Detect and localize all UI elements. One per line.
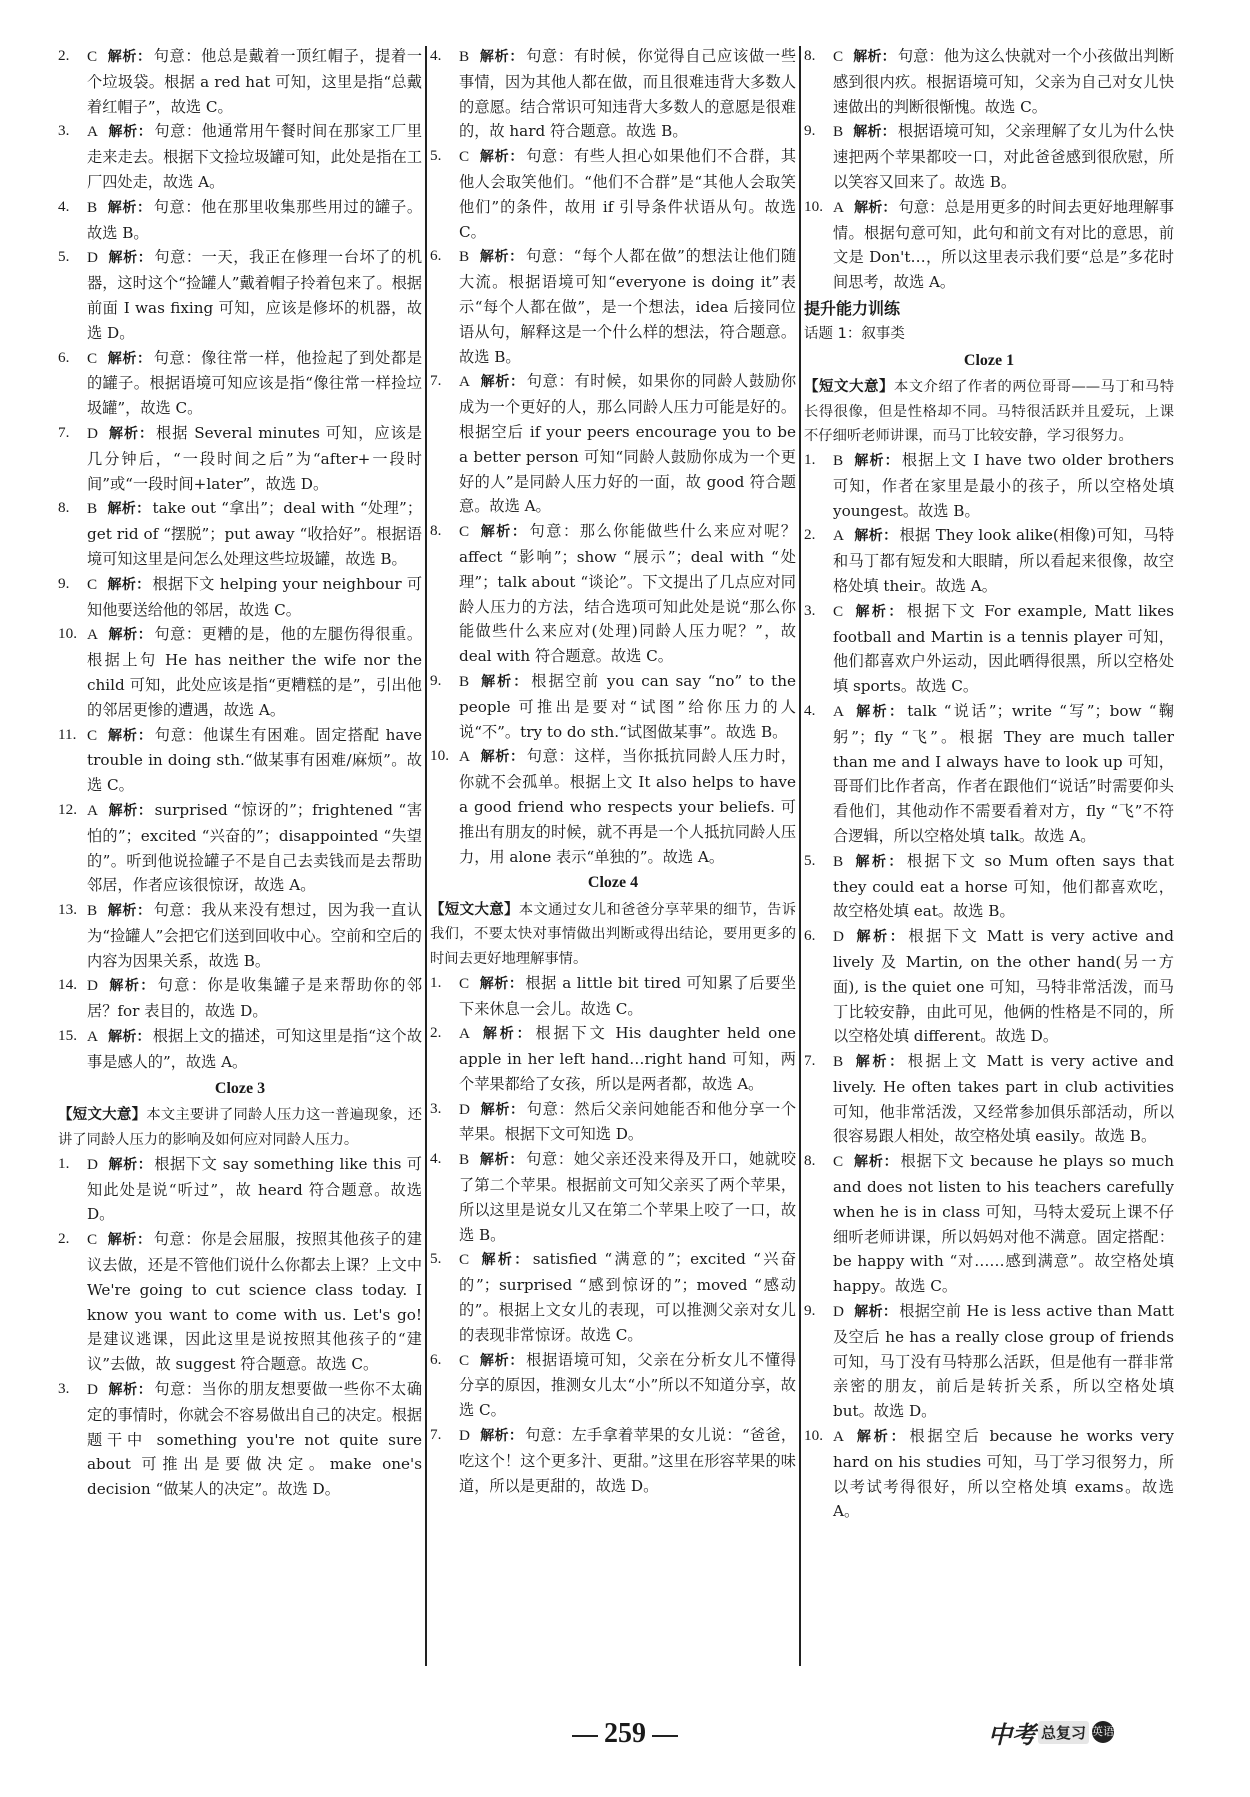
- answer-item: [804, 849, 1174, 924]
- explanation-text: 根据语境可知，父亲在分析女儿不懂得分享的原因，推测女儿太“小”所以不知道分享，故选 C。: [459, 1350, 797, 1420]
- item-answer: D: [87, 249, 98, 267]
- dash-left: [572, 1735, 598, 1737]
- answer-item: [804, 924, 1174, 1049]
- item-answer: A: [459, 373, 470, 391]
- explanation-tag: 解析：: [479, 749, 525, 766]
- item-number: 1.: [430, 973, 442, 991]
- explanation-tag: 解析：: [107, 501, 151, 518]
- item-answer: D: [833, 928, 844, 946]
- explanation-text: 句意：他通常用午餐时间在那家工厂里走来走去。根据下文捡垃圾罐可知，此处是指在工厂四处走，故选 A。: [87, 122, 423, 191]
- item-number: 15.: [58, 1027, 77, 1045]
- item-number: 3.: [804, 601, 816, 619]
- answer-item: [430, 369, 796, 519]
- explanation-text: 句意：有时候，如果你的同龄人鼓励你成为一个更好的人，那么同龄人压力可能是好的。根据空后 if your peers encourage you to be a better person 可知“同龄人鼓励你成为一个更好的人”是同龄人压力好的一面，故 good 符合题意。故选 A。: [459, 372, 797, 516]
- item-answer: A: [87, 626, 98, 644]
- answer-item: [430, 519, 796, 669]
- summary-text: 本文介绍了作者的两位哥哥——马丁和马特长得很像，但是性格却不同。马特很活跃并且爱玩，上课不仔细听老师讲课，而马丁比较安静，学习很努力。: [804, 379, 1175, 444]
- explanation-tag: 解析：: [107, 576, 151, 593]
- item-number: 4.: [430, 47, 442, 64]
- explanation-text: satisfied “满意的”；excited “兴奋的”；surprised “感到惊讶的”；moved “感动的”。根据上文女儿的表现，可以推测父亲对女儿的表现非常惊讶。故选 C。: [459, 1250, 797, 1344]
- item-number: 4.: [58, 197, 70, 215]
- item-answer: B: [459, 248, 470, 266]
- item-number: 7.: [58, 423, 70, 441]
- item-number: 1.: [804, 450, 816, 468]
- explanation-text: 根据语境可知，父亲理解了女儿为什么快速把两个苹果都咬一口，对此爸爸感到很欣慰，所以笑容又回来了。故选 B。: [833, 122, 1175, 191]
- item-number: 8.: [804, 47, 816, 64]
- answer-item: [58, 245, 422, 345]
- answer-item: [430, 669, 796, 744]
- item-answer: A: [833, 1428, 844, 1446]
- explanation-tag: 解析：: [853, 1154, 899, 1171]
- item-number: 1.: [58, 1154, 70, 1172]
- explanation-text: 根据 a little bit tired 可知累了后要坐下来休息一会儿。故选 C。: [459, 973, 797, 1018]
- item-answer: B: [87, 198, 98, 216]
- explanation-text: surprised “惊讶的”；frightened “害怕的”；excited “兴奋的”；disappointed “失望的”。听到他说捡罐子不是自己去卖钱而是去帮助邻居，作者应该很惊讶，故选 A。: [87, 800, 423, 895]
- answer-item: [430, 44, 796, 144]
- item-number: 2.: [58, 47, 70, 64]
- column-divider: [799, 46, 801, 1666]
- explanation-text: 句意：你是收集罐子是来帮助你的邻居？for 表目的，故选 D。: [87, 976, 423, 1021]
- explanation-text: talk “说话”；write “写”；bow “鞠躬”；fly “飞”。根据 They are much taller than me and I always have to look up 可知，哥哥们比作者高，作者在跟他们“说话”时需要仰头看他们，其他动作不需要看着对方，fly “飞”不符合逻辑，所以空格处填 talk。故选 A。: [833, 701, 1174, 845]
- answer-item: [58, 898, 422, 973]
- explanation-tag: 解析：: [853, 452, 900, 469]
- item-number: 5.: [430, 1250, 442, 1268]
- explanation-tag: 解析：: [479, 374, 525, 391]
- explanation-text: 句意：有时候，你觉得自己应该做一些事情，因为其他人都在做，而且很难违背大多数人的意愿。结合常识可知违背大多数人的意愿是很难的，故 hard 符合题意。故选 B。: [459, 47, 797, 141]
- summary-text: 本文主要讲了同龄人压力这一普遍现象，还讲了同龄人压力的影响及如何应对同龄人压力。: [58, 1107, 423, 1148]
- brand-logo: [988, 1712, 1114, 1752]
- brand-sub: 总复习: [1038, 1721, 1089, 1744]
- answer-item: [58, 723, 422, 798]
- explanation-text: 根据下文 so Mum often says that they could eat a horse 可知，他们都喜欢吃，故空格处填 eat。故选 B。: [833, 851, 1175, 921]
- item-answer: C: [833, 602, 844, 620]
- explanation-tag: 解析：: [853, 528, 898, 545]
- explanation-tag: 解析：: [107, 903, 152, 920]
- answer-item: [58, 496, 422, 571]
- explanation-tag: 解析：: [107, 124, 153, 141]
- brand-main: 中考: [988, 1720, 1036, 1749]
- item-number: 10.: [430, 747, 449, 765]
- item-number: 5.: [804, 851, 816, 869]
- item-answer: A: [87, 1028, 98, 1046]
- explanation-tag: 解析：: [107, 727, 153, 744]
- explanation-text: 根据空前 He is less active than Matt 及空后 he has a really close group of friends 可知，马丁没有马特那么活跃，但是他有一群非常亲密的朋友，前后是转折关系，所以空格处填 but。故选 D。: [833, 1302, 1174, 1421]
- answer-item: [58, 1024, 422, 1075]
- answer-item: [430, 1423, 796, 1498]
- item-answer: B: [87, 902, 98, 920]
- explanation-text: 根据上文 I have two older brothers 可知，作者在家里是最小的孩子，所以空格处填 youngest。故选 B。: [833, 450, 1175, 520]
- explanation-tag: 解析：: [853, 1054, 906, 1071]
- passage-summary: [58, 1103, 422, 1151]
- explanation-text: 句意：一天，我正在修理一台坏了的机器，这时这个“捡罐人”戴着帽子拎着包来了。根据前面 I was fixing 可知，应该是修坏的机器，故选 D。: [87, 248, 423, 342]
- explanation-text: 句意：有些人担心如果他们不合群，其他人会取笑他们。“他们不合群”是“其他人会取笑他们”的条件，故用 if 引导条件状语从句。故选 C。: [459, 147, 797, 241]
- item-answer: D: [833, 1303, 844, 1321]
- item-answer: C: [87, 726, 98, 744]
- answer-item: [58, 622, 422, 722]
- summary-tag: 【短文大意】: [58, 1107, 147, 1124]
- answer-item: [58, 1227, 422, 1377]
- item-number: 11.: [58, 725, 77, 743]
- explanation-tag: 解析：: [107, 802, 153, 819]
- answer-item: [58, 346, 422, 421]
- explanation-tag: 解析：: [853, 124, 896, 141]
- answer-item: [804, 699, 1174, 849]
- explanation-text: 根据下文 say something like this 可知此处是说“听过”，故 heard 符合题意。故选 D。: [87, 1154, 422, 1224]
- item-answer: B: [87, 500, 98, 518]
- item-answer: D: [87, 1381, 98, 1399]
- answer-item: [58, 195, 422, 246]
- answer-list: [804, 448, 1174, 1524]
- explanation-tag: 解析：: [853, 603, 905, 620]
- explanation-text: 句意：他总是戴着一顶红帽子，提着一个垃圾袋。根据 a red hat 可知，这里是指“总戴着红帽子”，故选 C。: [87, 47, 423, 116]
- explanation-text: 句意：我从来没有想过，因为我一直认为“捡罐人”会把它们送到回收中心。空前和空后的内容为因果关系，故选 B。: [87, 901, 423, 970]
- answer-item: [804, 448, 1174, 523]
- item-answer: C: [833, 1153, 844, 1171]
- item-number: 2.: [804, 526, 816, 544]
- explanation-tag: 解析：: [479, 49, 525, 65]
- explanation-tag: 解析：: [107, 199, 152, 216]
- explanation-tag: 解析：: [107, 1156, 153, 1173]
- explanation-tag: 解析：: [107, 350, 152, 367]
- column-1: [58, 44, 422, 1502]
- answer-item: [430, 1348, 796, 1423]
- explanation-tag: 解析：: [479, 524, 528, 541]
- item-number: 7.: [430, 1426, 442, 1444]
- column-3: [804, 44, 1174, 1524]
- item-number: 2.: [58, 1230, 70, 1248]
- answer-item: [58, 44, 422, 119]
- explanation-text: 句意：这样，当你抵抗同龄人压力时，你就不会孤单。根据上文 It also helps to have a good friend who respects your beliefs. 可推出有朋友的时候，就不再是一个人抵抗同龄人压力，用 alone 表示“单独的”。故选 A。: [459, 747, 797, 866]
- answer-item: [430, 244, 796, 369]
- item-number: 9.: [804, 1302, 816, 1320]
- explanation-tag: 解析：: [479, 249, 524, 266]
- item-answer: D: [459, 1427, 470, 1445]
- item-number: 6.: [804, 927, 816, 945]
- answer-item: [804, 1149, 1174, 1299]
- item-number: 8.: [804, 1152, 816, 1170]
- item-answer: D: [87, 424, 98, 442]
- item-number: 9.: [430, 671, 442, 689]
- item-answer: C: [459, 1351, 470, 1369]
- item-answer: C: [459, 974, 470, 992]
- item-number: 2.: [430, 1024, 442, 1042]
- explanation-tag: 解析：: [107, 425, 155, 442]
- answer-list: [58, 44, 422, 1075]
- answer-item: [804, 1299, 1174, 1424]
- explanation-tag: 解析：: [479, 1252, 531, 1269]
- answer-item: [430, 971, 796, 1022]
- item-number: 6.: [58, 348, 70, 366]
- item-number: 9.: [804, 122, 816, 140]
- item-number: 10.: [58, 625, 77, 643]
- explanation-text: 句意：他谋生有困难。固定搭配 have trouble in doing sth.“做某事有困难/麻烦”。故选 C。: [87, 725, 423, 795]
- explanation-text: 根据空后 because he works very hard on his studies 可知，马丁学习很努力，所以考试考得很好，所以空格处填 exams。故选 A。: [833, 1427, 1174, 1521]
- explanation-text: 句意：然后父亲问她能否和他分享一个苹果。根据下文可知选 D。: [459, 1099, 797, 1144]
- explanation-tag: 解析：: [479, 673, 530, 690]
- explanation-tag: 解析：: [107, 1232, 152, 1249]
- item-answer: A: [833, 527, 844, 545]
- item-answer: C: [87, 349, 98, 367]
- item-answer: A: [87, 801, 98, 819]
- answer-item: [430, 744, 796, 869]
- item-number: 14.: [58, 976, 77, 994]
- item-number: 7.: [430, 372, 442, 390]
- explanation-text: 根据上文 Matt is very active and lively. He often takes part in club activities 可知，他非常活泼，又经常参加俱乐部活动，所以很容易跟人相处，故空格处填 easily。故选 B。: [833, 1052, 1174, 1146]
- explanation-tag: 解析：: [107, 1382, 153, 1399]
- explanation-text: 句意：像往常一样，他捡起了到处都是的罐子。根据语境可知应该是指“像往常一样捡垃圾罐”，故选 C。: [87, 348, 423, 418]
- page-number-text: 259: [604, 1718, 646, 1749]
- item-number: 8.: [430, 522, 442, 540]
- item-number: 9.: [58, 574, 70, 592]
- item-number: 6.: [430, 1350, 442, 1368]
- explanation-text: 根据 Several minutes 可知，应该是几分钟后，“一段时间之后”为“after+一段时间”或“一段时间+later”，故选 D。: [87, 423, 422, 493]
- item-answer: D: [87, 977, 98, 995]
- answer-item: [58, 1152, 422, 1227]
- explanation-text: 根据下文 His daughter held one apple in her left hand…right hand 可知，两个苹果都给了女孩，所以是两者都，故选 A。: [459, 1024, 796, 1093]
- answer-item: [58, 421, 422, 496]
- item-answer: B: [833, 852, 844, 870]
- explanation-text: 句意：当你的朋友想要做一些你不太确定的事情时，你就会不容易做出自己的决定。根据题干中 something you're not quite sure about 可推出是要做决定。make one's decision “做某人的决定”。故选 D。: [87, 1380, 423, 1499]
- answer-item: [804, 1049, 1174, 1149]
- explanation-text: 句意：她父亲还没来得及开口，她就咬了第二个苹果。根据前文可知父亲买了两个苹果，所以这里是说女儿又在第二个苹果上咬了一口，故选 B。: [459, 1150, 797, 1244]
- item-answer: B: [459, 672, 470, 690]
- answer-item: [430, 1147, 796, 1247]
- passage-summary: [804, 375, 1174, 448]
- explanation-tag: 解析：: [479, 1428, 524, 1445]
- answer-item: [58, 119, 422, 194]
- item-number: 5.: [430, 147, 442, 165]
- item-number: 3.: [58, 1380, 70, 1398]
- item-number: 3.: [58, 122, 70, 140]
- cloze-heading: Cloze 4: [587, 874, 639, 892]
- item-number: 4.: [430, 1150, 442, 1168]
- item-answer: B: [833, 123, 844, 141]
- answer-item: [804, 599, 1174, 699]
- column-2: [430, 44, 796, 1498]
- explanation-text: 句意：更糟的是，他的左腿伤得很重。根据上句 He has neither the wife nor the child 可知，此处应该是指“更糟糕的是”，引出他的邻居更惨的遭遇，故选 A。: [87, 625, 423, 719]
- answer-list: [58, 1152, 422, 1502]
- answer-list: [804, 44, 1174, 295]
- item-number: 7.: [804, 1052, 816, 1070]
- explanation-tag: 解析：: [107, 250, 153, 267]
- item-number: 3.: [430, 1099, 442, 1117]
- answer-list: [430, 44, 796, 869]
- item-answer: A: [833, 198, 844, 216]
- answer-item: [58, 973, 422, 1024]
- item-answer: B: [459, 1151, 470, 1169]
- explanation-text: 句意：他在那里收集那些用过的罐子。故选 B。: [87, 197, 423, 242]
- explanation-text: 根据下文 Matt is very active and lively 及 Martin, on the other hand(另一方面), is the quiet one 可知，马特非常活泼，而马丁比较安静，由此可见，他俩的性格是不同的，所以空格处填 different。故选 D。: [833, 927, 1174, 1046]
- summary-tag: 【短文大意】: [804, 379, 894, 396]
- explanation-tag: 解析：: [853, 49, 896, 65]
- explanation-text: 根据 They look alike(相像)可知，马特和马丁都有短发和大眼睛，所以看起来很像，故空格处填 their。故选 A。: [833, 526, 1175, 595]
- answer-item: [430, 1247, 796, 1347]
- item-answer: C: [459, 523, 470, 541]
- explanation-text: 句意：总是用更多的时间去更好地理解事情。根据句意可知，此句和前文有对比的意思，前文是 Don't…，所以这里表示我们要“总是”多花时间思考，故选 A。: [833, 197, 1175, 292]
- answer-item: [58, 1377, 422, 1502]
- item-number: 10.: [804, 197, 823, 215]
- explanation-text: take out “拿出”；deal with “处理”；get rid of “摆脱”；put away “收拾好”。根据语境可知这里是问怎么处理这些垃圾罐，故选 B。: [87, 499, 423, 568]
- answer-item: [430, 1097, 796, 1148]
- answer-item: [58, 572, 422, 623]
- cloze-heading: Cloze 1: [963, 351, 1015, 369]
- answer-item: [804, 523, 1174, 598]
- section-title: 提升能力训练: [804, 298, 901, 318]
- item-number: 12.: [58, 800, 77, 818]
- explanation-text: 根据下文 For example, Matt likes football and Martin is a tennis player 可知，他们都喜欢户外运动，因此晒得很黑，所以空格处填 sports。故选 C。: [833, 601, 1174, 696]
- item-answer: C: [459, 1251, 470, 1269]
- explanation-text: 句意：你是会屈服，按照其他孩子的建议去做，还是不管他们说什么你都去上课？上文中 We're going to cut science class today. I know you want to come with us. Let's go! 是建议逃课，因此这里是说按照其他孩子的“建议”去做，故 suggest 符合题意。故选 C。: [87, 1230, 423, 1374]
- brand-subject: 英语: [1092, 1721, 1114, 1743]
- item-number: 4.: [804, 701, 816, 719]
- dash-right: [652, 1735, 678, 1737]
- explanation-tag: 解析：: [479, 1152, 525, 1169]
- explanation-text: 根据空前 you can say “no” to the people 可推出是要对“试图”给你压力的人说“不”。try to do sth.“试图做某事”。故选 B。: [459, 671, 797, 741]
- cloze-heading: Cloze 3: [214, 1079, 266, 1097]
- item-answer: C: [459, 148, 470, 166]
- explanation-tag: 解析：: [479, 149, 525, 166]
- explanation-tag: 解析：: [853, 703, 906, 720]
- item-answer: C: [833, 48, 844, 65]
- item-number: 13.: [58, 901, 77, 919]
- explanation-text: 根据下文 because he plays so much and does not listen to his teachers carefully when he is in class 可知，马特太爱玩上课不仔细听老师讲课，所以妈妈对他不满意。固定搭配：be happy with “对……感到满意”。故空格处填 happy。故选 C。: [833, 1152, 1174, 1296]
- explanation-text: 句意：那么你能做些什么来应对呢？affect “影响”；show “展示”；deal with “处理”；talk about “谈论”。下文提出了几点应对同龄人压力的方法，结合选项可知此处是说“那么你能做些什么来应对(处理)同龄人压力呢？”，故 deal with 符合题意。故选 C。: [459, 522, 797, 666]
- explanation-tag: 解析：: [853, 199, 897, 216]
- page-number: [535, 1718, 715, 1750]
- explanation-tag: 解析：: [853, 1429, 908, 1446]
- item-answer: A: [459, 1025, 470, 1043]
- explanation-tag: 解析：: [107, 49, 152, 65]
- answer-item: [430, 1021, 796, 1096]
- explanation-tag: 解析：: [853, 929, 907, 946]
- explanation-tag: 解析：: [107, 1029, 151, 1046]
- passage-summary: [430, 898, 796, 971]
- item-answer: B: [833, 451, 844, 469]
- answer-item: [58, 798, 422, 898]
- answer-list: [430, 971, 796, 1499]
- explanation-tag: 解析：: [853, 1304, 898, 1321]
- explanation-tag: 解析：: [479, 1101, 525, 1118]
- item-number: 8.: [58, 499, 70, 517]
- item-number: 6.: [430, 247, 442, 265]
- explanation-tag: 解析：: [107, 978, 156, 995]
- summary-text: 本文通过女儿和爸爸分享苹果的细节，告诉我们，不要太快对事情做出判断或得出结论，要用更多的时间去更好地理解事情。: [430, 902, 797, 967]
- item-answer: C: [87, 1231, 98, 1249]
- explanation-tag: 解析：: [479, 1026, 534, 1043]
- topic-label: 话题 1：叙事类: [804, 325, 905, 342]
- item-answer: C: [87, 48, 98, 65]
- answer-item: [804, 44, 1174, 119]
- item-number: 5.: [58, 248, 70, 266]
- item-answer: A: [87, 123, 98, 141]
- answer-item: [804, 1424, 1174, 1524]
- explanation-text: 根据下文 helping your neighbour 可知他要送给他的邻居，故选 C。: [87, 574, 423, 619]
- item-answer: B: [459, 48, 470, 65]
- answer-item: [430, 144, 796, 244]
- item-number: 10.: [804, 1427, 823, 1445]
- item-answer: D: [459, 1100, 470, 1118]
- item-answer: D: [87, 1155, 98, 1173]
- summary-tag: 【短文大意】: [430, 902, 519, 919]
- explanation-tag: 解析：: [479, 1352, 525, 1369]
- explanation-text: 句意：他为这么快就对一个小孩做出判断感到很内疚。根据语境可知，父亲为自己对女儿快速做出的判断很惭愧。故选 C。: [833, 47, 1175, 116]
- column-divider: [425, 46, 427, 1666]
- explanation-tag: 解析：: [479, 975, 524, 992]
- explanation-tag: 解析：: [107, 627, 153, 644]
- item-answer: C: [87, 575, 98, 593]
- answer-item: [804, 195, 1174, 295]
- explanation-text: 句意：“每个人都在做”的想法让他们随大流。根据语境可知“everyone is doing it”表示“每个人都在做”，是一个想法，idea 后接同位语从句，解释这是一个什么样的想法，符合题意。故选 B。: [459, 247, 797, 366]
- item-answer: A: [833, 702, 844, 720]
- item-answer: A: [459, 748, 470, 766]
- explanation-text: 根据上文的描述，可知这里是指“这个故事是感人的”，故选 A。: [87, 1027, 423, 1071]
- answer-item: [804, 119, 1174, 194]
- item-answer: B: [833, 1053, 844, 1071]
- explanation-tag: 解析：: [853, 853, 905, 870]
- explanation-text: 句意：左手拿着苹果的女儿说：“爸爸，吃这个！这个更多汁、更甜。”这里在形容苹果的味道，所以是更甜的，故选 D。: [459, 1426, 797, 1495]
